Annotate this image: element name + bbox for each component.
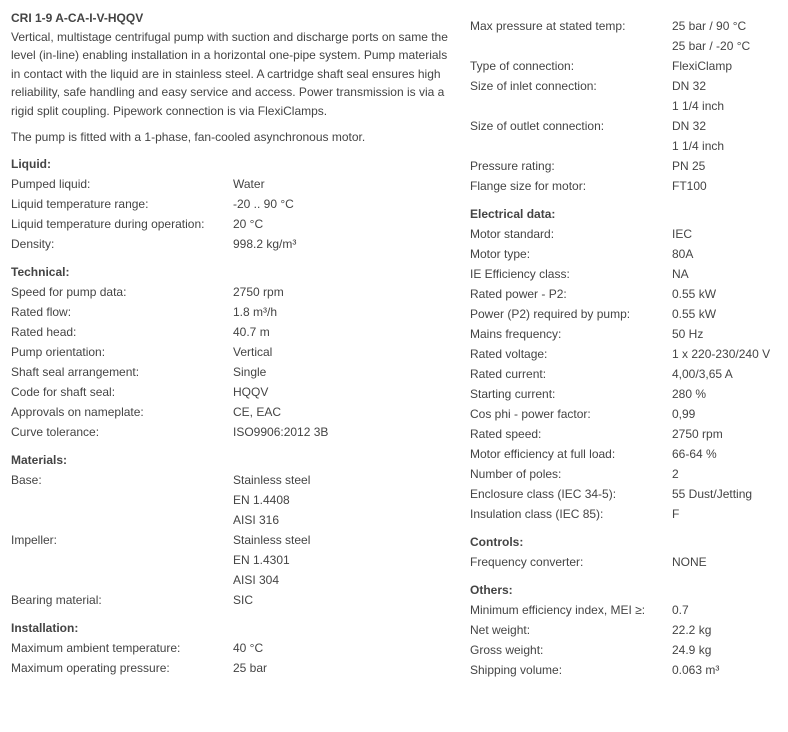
spec-label: Shipping volume:	[470, 663, 563, 677]
spec-value: 0.55 kW	[672, 307, 717, 321]
spec-row	[11, 658, 451, 678]
section-heading: Liquid:	[11, 157, 51, 172]
spec-row	[470, 244, 786, 264]
spec-value: 4,00/3,65 A	[672, 367, 733, 381]
spec-row	[470, 484, 786, 504]
spec-row	[11, 234, 451, 254]
spec-label: Speed for pump data:	[11, 285, 127, 300]
spec-value: 1 1/4 inch	[672, 139, 725, 153]
spec-row	[11, 470, 451, 530]
spec-value: 40.7 m	[233, 325, 270, 340]
spec-row	[470, 364, 786, 384]
spec-label: Approvals on nameplate:	[11, 405, 144, 420]
spec-values	[233, 174, 451, 194]
spec-values	[672, 384, 786, 404]
spec-label: Cos phi - power factor:	[470, 407, 591, 421]
spec-values	[672, 76, 786, 116]
spec-row	[470, 344, 786, 364]
spec-label: Gross weight:	[470, 643, 544, 657]
spec-row	[470, 224, 786, 244]
motor-description: The pump is fitted with a 1-phase, fan-cooled asynchronous motor.	[11, 130, 366, 145]
section-heading: Controls:	[470, 535, 524, 549]
spec-values	[672, 156, 786, 176]
spec-value: 0.55 kW	[672, 287, 717, 301]
spec-value: 0.7	[672, 603, 689, 617]
spec-row	[11, 302, 451, 322]
spec-row	[470, 16, 786, 56]
spec-label: Rated current:	[470, 367, 547, 381]
spec-value: 20 °C	[233, 217, 264, 232]
spec-section	[470, 16, 786, 196]
spec-value: 66-64 %	[672, 447, 717, 461]
spec-label: Pumped liquid:	[11, 177, 91, 192]
spec-value: 40 °C	[233, 641, 264, 656]
product-title: CRI 1-9 A-CA-I-V-HQQV	[11, 11, 144, 25]
spec-values	[233, 422, 451, 442]
spec-row	[470, 444, 786, 464]
spec-label: Base:	[11, 473, 42, 488]
spec-values	[233, 214, 451, 234]
spec-row	[470, 552, 786, 572]
spec-row	[470, 620, 786, 640]
spec-row	[11, 422, 451, 442]
spec-value: FlexiClamp	[672, 59, 733, 73]
spec-label: Net weight:	[470, 623, 531, 637]
spec-label: Code for shaft seal:	[11, 385, 116, 400]
spec-values	[233, 470, 451, 530]
spec-label: Liquid temperature range:	[11, 197, 149, 212]
section-heading: Materials:	[11, 453, 68, 468]
spec-section-electrical-data	[470, 204, 786, 524]
spec-value: Single	[233, 365, 267, 380]
spec-values	[672, 504, 786, 524]
spec-values	[672, 444, 786, 464]
section-heading: Electrical data:	[470, 207, 556, 221]
spec-values	[233, 302, 451, 322]
spec-value: -20 .. 90 °C	[233, 197, 294, 212]
spec-section-liquid	[11, 154, 451, 254]
spec-values	[233, 362, 451, 382]
spec-value: Stainless steel	[233, 473, 311, 488]
spec-row	[11, 342, 451, 362]
spec-values	[672, 116, 786, 156]
spec-label: Maximum ambient temperature:	[11, 641, 181, 656]
spec-value: DN 32	[672, 79, 707, 93]
spec-values	[233, 234, 451, 254]
spec-value: F	[672, 507, 680, 521]
spec-values	[233, 638, 451, 658]
spec-label: Type of connection:	[470, 59, 575, 73]
spec-label: Rated head:	[11, 325, 77, 340]
spec-section-controls	[470, 532, 786, 572]
spec-row	[470, 264, 786, 284]
spec-label: Maximum operating pressure:	[11, 661, 170, 676]
spec-values	[672, 620, 786, 640]
spec-label: Size of outlet connection:	[470, 119, 605, 133]
spec-label: Rated power - P2:	[470, 287, 567, 301]
spec-label: Minimum efficiency index, MEI ≥:	[470, 603, 646, 617]
spec-row	[11, 382, 451, 402]
spec-value: 80A	[672, 247, 694, 261]
section-heading: Others:	[470, 583, 513, 597]
spec-value: AISI 316	[233, 513, 280, 528]
spec-values	[233, 282, 451, 302]
spec-values	[672, 284, 786, 304]
spec-row	[11, 362, 451, 382]
spec-values	[672, 552, 786, 572]
left-column	[11, 8, 451, 678]
spec-label: Motor type:	[470, 247, 531, 261]
spec-values	[672, 640, 786, 660]
spec-value: NA	[672, 267, 689, 281]
spec-row	[470, 56, 786, 76]
spec-row	[11, 530, 451, 590]
spec-label: Rated speed:	[470, 427, 542, 441]
spec-values	[672, 344, 786, 364]
spec-values	[672, 424, 786, 444]
spec-label: Enclosure class (IEC 34-5):	[470, 487, 617, 501]
spec-values	[233, 658, 451, 678]
spec-row	[11, 174, 451, 194]
spec-label: Bearing material:	[11, 593, 102, 608]
spec-row	[470, 156, 786, 176]
spec-row	[470, 176, 786, 196]
spec-value: 25 bar / 90 °C	[672, 19, 747, 33]
spec-row	[470, 640, 786, 660]
spec-values	[672, 364, 786, 384]
right-column	[470, 8, 786, 680]
product-description: Vertical, multistage centrifugal pump with suction and discharge ports on same the level (in-line) enabling installation in a horizontal one-pipe system. Pump materials in contact with the liquid are in stainless steel. A cartridge shaft seal ensures high reliability, safe handling and easy service and access. Power transmission is via a rigid split coupling. Pipework connection is via FlexiClamps.	[11, 30, 448, 118]
spec-value: 22.2 kg	[672, 623, 712, 637]
spec-value: NONE	[672, 555, 707, 569]
spec-label: Frequency converter:	[470, 555, 584, 569]
spec-label: Shaft seal arrangement:	[11, 365, 140, 380]
spec-value: 2750 rpm	[672, 427, 723, 441]
spec-value: 55 Dust/Jetting	[672, 487, 753, 501]
spec-value: AISI 304	[233, 573, 280, 588]
spec-values	[233, 322, 451, 342]
spec-value: PN 25	[672, 159, 706, 173]
spec-values	[672, 176, 786, 196]
section-heading: Technical:	[11, 265, 70, 280]
spec-row	[11, 590, 451, 610]
spec-value: 2	[672, 467, 679, 481]
spec-row	[470, 116, 786, 156]
spec-row	[470, 384, 786, 404]
spec-label: Motor efficiency at full load:	[470, 447, 616, 461]
spec-value: CE, EAC	[233, 405, 282, 420]
spec-value: 25 bar / -20 °C	[672, 39, 751, 53]
spec-value: DN 32	[672, 119, 707, 133]
spec-values	[672, 660, 786, 680]
spec-values	[672, 324, 786, 344]
spec-value: 280 %	[672, 387, 707, 401]
spec-row	[11, 638, 451, 658]
right-spec-sections	[470, 16, 786, 680]
spec-label: Density:	[11, 237, 55, 252]
spec-label: Motor standard:	[470, 227, 555, 241]
spec-value: 1 1/4 inch	[672, 99, 725, 113]
spec-values	[672, 264, 786, 284]
spec-value: FT100	[672, 179, 707, 193]
spec-label: Number of poles:	[470, 467, 562, 481]
spec-value: 1.8 m³/h	[233, 305, 278, 320]
spec-value: Vertical	[233, 345, 273, 360]
spec-label: IE Efficiency class:	[470, 267, 570, 281]
spec-row	[470, 504, 786, 524]
spec-value: IEC	[672, 227, 693, 241]
spec-label: Rated voltage:	[470, 347, 548, 361]
spec-value: SIC	[233, 593, 254, 608]
spec-section-others	[470, 580, 786, 680]
spec-label: Pump orientation:	[11, 345, 106, 360]
spec-label: Size of inlet connection:	[470, 79, 597, 93]
spec-value: EN 1.4301	[233, 553, 290, 568]
spec-values	[672, 224, 786, 244]
spec-row	[11, 402, 451, 422]
spec-label: Max pressure at stated temp:	[470, 19, 626, 33]
spec-label: Flange size for motor:	[470, 179, 587, 193]
spec-values	[672, 304, 786, 324]
spec-value: HQQV	[233, 385, 269, 400]
spec-value: Water	[233, 177, 265, 192]
spec-label: Liquid temperature during operation:	[11, 217, 205, 232]
spec-row	[11, 194, 451, 214]
spec-row	[470, 600, 786, 620]
spec-value: 1 x 220-230/240 V	[672, 347, 771, 361]
spec-value: 50 Hz	[672, 327, 704, 341]
spec-values	[672, 600, 786, 620]
spec-values	[233, 194, 451, 214]
spec-value: EN 1.4408	[233, 493, 290, 508]
spec-value: 0,99	[672, 407, 696, 421]
spec-values	[233, 590, 451, 610]
spec-label: Starting current:	[470, 387, 556, 401]
spec-values	[672, 56, 786, 76]
spec-row	[470, 76, 786, 116]
spec-values	[672, 244, 786, 264]
spec-values	[672, 484, 786, 504]
section-heading: Installation:	[11, 621, 79, 636]
spec-values	[672, 404, 786, 424]
spec-row	[470, 304, 786, 324]
spec-section-technical	[11, 262, 451, 442]
spec-label: Impeller:	[11, 533, 58, 548]
spec-row	[11, 282, 451, 302]
spec-section-installation	[11, 618, 451, 678]
spec-row	[470, 424, 786, 444]
spec-row	[470, 404, 786, 424]
spec-values	[233, 530, 451, 590]
spec-row	[470, 464, 786, 484]
spec-value: Stainless steel	[233, 533, 311, 548]
spec-values	[672, 16, 786, 56]
spec-row	[470, 660, 786, 680]
spec-section-materials	[11, 450, 451, 610]
spec-value: ISO9906:2012 3B	[233, 425, 329, 440]
spec-label: Pressure rating:	[470, 159, 555, 173]
spec-label: Mains frequency:	[470, 327, 562, 341]
spec-label: Power (P2) required by pump:	[470, 307, 631, 321]
spec-value: 2750 rpm	[233, 285, 284, 300]
spec-values	[672, 464, 786, 484]
spec-values	[233, 382, 451, 402]
left-spec-sections	[11, 154, 451, 678]
spec-row	[11, 214, 451, 234]
spec-values	[233, 342, 451, 362]
spec-value: 998.2 kg/m³	[233, 237, 297, 252]
spec-label: Insulation class (IEC 85):	[470, 507, 604, 521]
spec-value: 0.063 m³	[672, 663, 720, 677]
spec-label: Curve tolerance:	[11, 425, 100, 440]
spec-row	[470, 324, 786, 344]
spec-label: Rated flow:	[11, 305, 72, 320]
spec-row	[11, 322, 451, 342]
spec-value: 24.9 kg	[672, 643, 712, 657]
spec-value: 25 bar	[233, 661, 268, 676]
spec-row	[470, 284, 786, 304]
spec-values	[233, 402, 451, 422]
